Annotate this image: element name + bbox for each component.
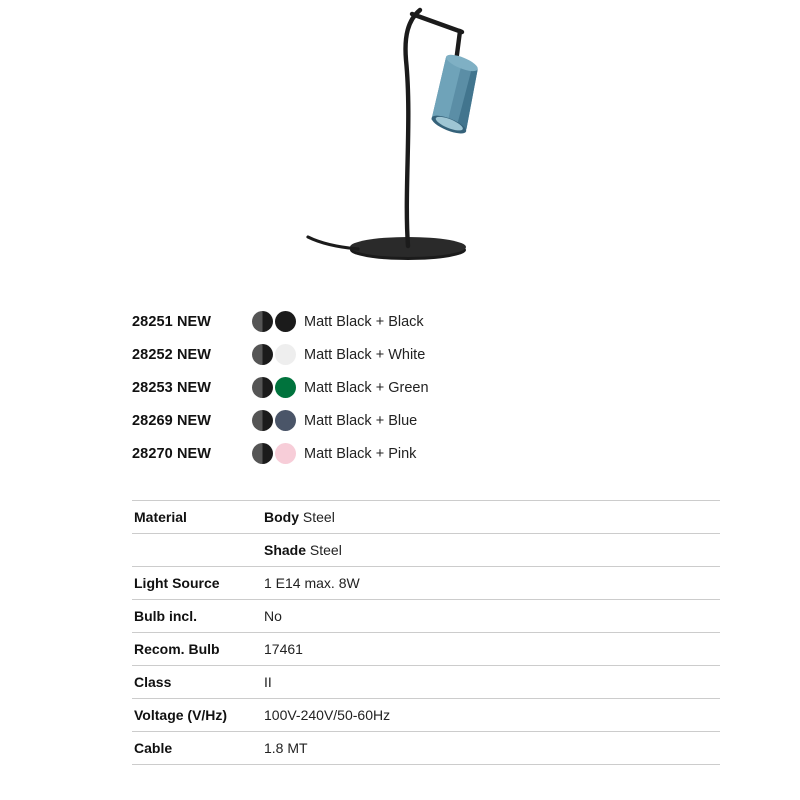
table-row [132, 732, 720, 765]
variant-code: 28251 NEW [132, 313, 212, 330]
variant-label: Matt Black + Green [304, 379, 429, 396]
table-row [132, 699, 720, 732]
swatch-shade-color [275, 410, 296, 431]
variant-code: 28253 NEW [132, 379, 212, 396]
spec-value: 17461 [262, 633, 720, 666]
specification-table [132, 500, 720, 765]
table-row [132, 534, 720, 567]
spec-key: Light Source [132, 567, 262, 600]
variant-swatches [252, 443, 304, 464]
variant-row[interactable] [132, 338, 732, 371]
variant-swatches [252, 311, 304, 332]
spec-value-bold: Body [264, 509, 299, 525]
variant-list [132, 305, 732, 470]
spec-key: Cable [132, 732, 262, 765]
swatch-body-color [252, 344, 273, 365]
spec-key: Bulb incl. [132, 600, 262, 633]
spec-key: Material [132, 501, 262, 534]
spec-key: Voltage (V/Hz) [132, 699, 262, 732]
swatch-shade-color [275, 443, 296, 464]
spec-key [132, 534, 262, 567]
spec-value: 100V-240V/50-60Hz [262, 699, 720, 732]
table-row [132, 501, 720, 534]
variant-row[interactable] [132, 371, 732, 404]
variant-code: 28252 NEW [132, 346, 212, 363]
spec-value [262, 501, 720, 534]
spec-value [262, 534, 720, 567]
swatch-body-color [252, 410, 273, 431]
variant-code: 28270 NEW [132, 445, 212, 462]
product-image-area [0, 0, 800, 280]
spec-value-text: Steel [309, 542, 342, 558]
swatch-body-color [252, 311, 273, 332]
spec-value: No [262, 600, 720, 633]
variant-swatches [252, 410, 304, 431]
variant-swatches [252, 377, 304, 398]
variant-label: Matt Black + White [304, 346, 426, 363]
table-lamp-illustration [300, 0, 560, 275]
spec-value-bold: Shade [264, 542, 307, 558]
variant-row[interactable] [132, 437, 732, 470]
swatch-shade-color [275, 344, 296, 365]
variant-row[interactable] [132, 305, 732, 338]
swatch-body-color [252, 443, 273, 464]
swatch-shade-color [275, 377, 296, 398]
variant-label: Matt Black + Pink [304, 445, 417, 462]
spec-value-text: Steel [302, 509, 335, 525]
variant-label: Matt Black + Blue [304, 412, 418, 429]
variant-code: 28269 NEW [132, 412, 212, 429]
variant-label: Matt Black + Black [304, 313, 424, 330]
spec-value: 1 E14 max. 8W [262, 567, 720, 600]
spec-value: 1.8 MT [262, 732, 720, 765]
variant-swatches [252, 344, 304, 365]
table-row [132, 633, 720, 666]
spec-key: Class [132, 666, 262, 699]
table-row [132, 600, 720, 633]
swatch-body-color [252, 377, 273, 398]
table-row [132, 567, 720, 600]
spec-value: II [262, 666, 720, 699]
swatch-shade-color [275, 311, 296, 332]
table-row [132, 666, 720, 699]
spec-key: Recom. Bulb [132, 633, 262, 666]
variant-row[interactable] [132, 404, 732, 437]
